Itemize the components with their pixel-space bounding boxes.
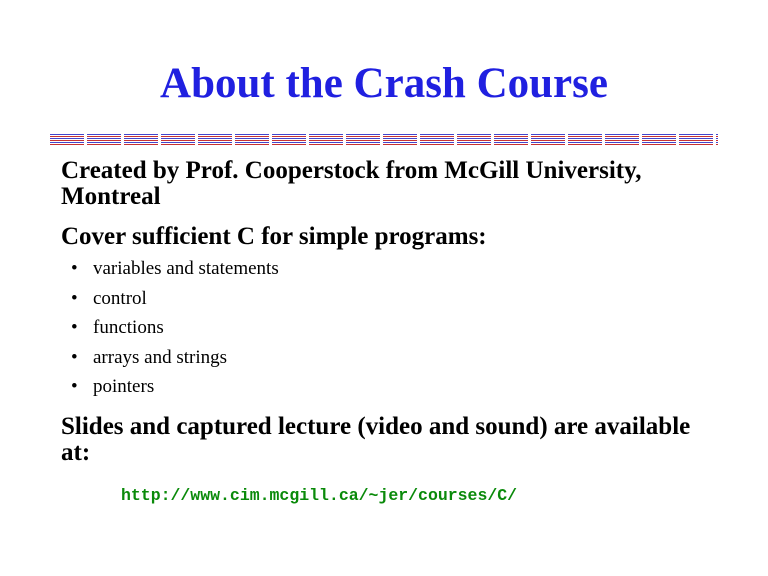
list-item — [71, 343, 721, 373]
point-coverage: Cover sufficient C for simple programs: — [61, 223, 487, 250]
course-url-link[interactable]: http://www.cim.mcgill.ca/~jer/courses/C/ — [121, 486, 518, 505]
point-creator: Created by Prof. Cooperstock from McGill University, Montreal — [61, 157, 642, 210]
slide-body — [61, 158, 721, 466]
list-item-label: control — [93, 287, 147, 309]
list-item — [71, 313, 721, 343]
list-item — [71, 372, 721, 402]
bullet-icon: • — [71, 376, 78, 397]
bullet-icon: • — [71, 317, 78, 338]
list-item-label: variables and statements — [93, 258, 279, 279]
bullet-icon: • — [71, 346, 78, 368]
slide-title: About the Crash Course — [160, 60, 608, 107]
decorative-divider — [50, 133, 718, 145]
list-item — [71, 284, 721, 314]
list-item-label: arrays and strings — [93, 346, 228, 368]
bullet-icon: • — [71, 287, 78, 309]
list-item-label: pointers — [93, 376, 155, 397]
topic-list — [61, 254, 721, 402]
list-item-label: functions — [93, 317, 164, 338]
list-item — [71, 254, 721, 284]
bullet-icon: • — [71, 258, 78, 279]
point-availability: Slides and captured lecture (video and sound) are available at: — [61, 412, 691, 466]
